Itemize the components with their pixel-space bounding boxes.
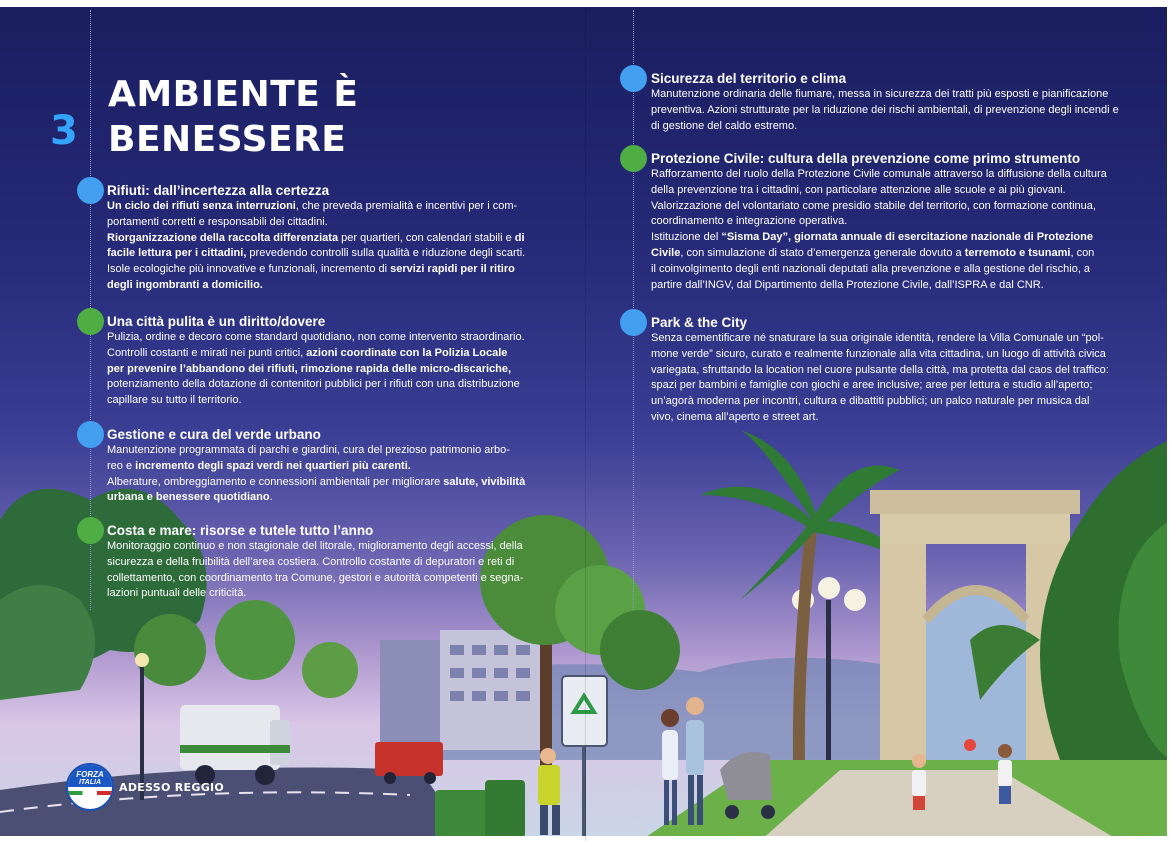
- body-text: per quartieri, con calendari stabili e: [338, 231, 515, 244]
- bold-text: “Sisma Day”, giornata annuale di esercitazione nazionale di Protezione: [721, 231, 1093, 244]
- body-text: reo e: [107, 459, 136, 472]
- section-heading: Costa e mare: risorse e tutele tutto l’anno: [107, 523, 374, 538]
- body-text: , che preveda premialità e incentivi per i com-: [295, 200, 518, 212]
- body-text: mone verde” sicuro, curato e realmente funzionale alla vita cittadina, un luogo di attività civica: [651, 347, 1106, 360]
- body-text: collettamento, con coordinamento tra Comune, gestori e autorità competenti e segna-: [107, 571, 524, 584]
- logo-flag: [68, 791, 112, 795]
- body-text: variegata, sfruttando la location nel cuore pulsante della città, ma protetta dal caos del traffico:: [651, 363, 1109, 376]
- logo-text-1: FORZA: [76, 770, 104, 779]
- body-text: , con simulazione di stato d’emergenza generale dovuto a: [680, 246, 965, 259]
- section-protezione-civile: [651, 150, 1131, 293]
- bold-text: di: [514, 231, 525, 244]
- bold-text: terremoto e tsunami: [964, 246, 1071, 259]
- section-rifiuti: [107, 182, 547, 294]
- section-heading: Una città pulita è un diritto/dovere: [107, 314, 326, 329]
- section-body: [107, 539, 547, 602]
- section-body: [651, 87, 1131, 134]
- page-fold: [585, 7, 586, 841]
- body-text: della prevenzione tra i cittadini, con particolare attenzione alle scuole e ai più giovani.: [651, 183, 1066, 196]
- body-text: potenziamento della dotazione di contenitori pubblici per i rifiuti con una distribuzione: [107, 378, 520, 391]
- bullet-dot-green: [77, 517, 104, 544]
- page-title: [108, 72, 359, 162]
- body-text: coordinamento e integrazione operativa.: [651, 215, 848, 228]
- section-heading: Sicurezza del territorio e clima: [651, 71, 847, 86]
- section-body: [651, 331, 1131, 426]
- body-text: portamenti corretti e responsabili dei cittadini.: [107, 215, 328, 228]
- body-text: Alberature, ombreggiamento e connessioni ambientali per migliorare: [107, 475, 444, 488]
- body-text: un’agorà moderna per incontri, cultura e dibattiti pubblici; un palco naturale per musica dal: [651, 395, 1090, 408]
- body-text: Controlli costanti e mirati nei punti critici,: [107, 346, 307, 359]
- body-text: di gestione del caldo estremo.: [651, 119, 798, 132]
- body-text: Monitoraggio continuo e non stagionale del litorale, miglioramento degli accessi, della: [107, 540, 523, 552]
- body-text: lazioni puntuali delle criticità.: [107, 587, 247, 600]
- section-sicurezza-territorio: [651, 70, 1131, 134]
- body-text: .: [269, 491, 273, 504]
- section-citta-pulita: [107, 313, 547, 409]
- bold-text: per prevenire l’abbandono dei rifiuti, rimozione rapida delle micro-discariche,: [107, 362, 512, 375]
- section-heading: Protezione Civile: cultura della prevenzione come primo strumento: [651, 151, 1081, 166]
- section-body: [651, 167, 1131, 293]
- bullet-dot-blue: [620, 65, 647, 92]
- section-costa-mare: [107, 522, 547, 602]
- body-text: partire dall’INGV, dal Dipartimento della Protezione Civile, dall’ISPRA e dal CNR.: [651, 278, 1044, 291]
- logo-caption: ADESSO REGGIO: [119, 781, 225, 794]
- body-text: spazi per bambini e famiglie con giochi e aree inclusive; aree per lettura e studio all’aperto;: [651, 379, 1093, 392]
- section-heading: Gestione e cura del verde urbano: [107, 427, 321, 442]
- bold-text: salute, vivibilità: [443, 475, 526, 488]
- bullet-dot-blue: [77, 421, 104, 448]
- bold-text: Riorganizzazione della raccolta differenziata: [107, 231, 339, 244]
- forza-italia-logo: [66, 763, 114, 811]
- body-text: sicurezza e della fruibilità dell’area costiera. Controllo costante di depuratori e reti di: [107, 555, 515, 568]
- section-body: [107, 199, 547, 294]
- bullet-dot-blue: [620, 309, 647, 336]
- body-text: Isole ecologiche più innovative e funzionali, incremento di: [107, 263, 391, 276]
- section-number: 3: [50, 108, 78, 154]
- body-text: Manutenzione programmata di parchi e giardini, cura del prezioso patrimonio arbo-: [107, 444, 510, 456]
- top-border: [0, 0, 1170, 7]
- bold-text: urbana e benessere quotidiano: [107, 491, 270, 504]
- body-text: preventiva. Azioni strutturate per la riduzione dei rischi ambientali, di prevenzione degli incendi e: [651, 103, 1119, 116]
- bold-text: azioni coordinate con la Polizia Locale: [306, 346, 508, 359]
- body-text: Valorizzazione del volontariato come presidio stabile del territorio, con formazione continua,: [651, 199, 1096, 212]
- bullet-dot-green: [620, 145, 647, 172]
- section-body: [107, 330, 547, 409]
- bold-text: Un ciclo dei rifiuti senza interruzioni: [107, 200, 296, 212]
- body-text: Manutenzione ordinaria delle fiumare, messa in sicurezza dei tratti più esposti e pianificazione: [651, 88, 1109, 100]
- page-title-line-2: BENESSERE: [108, 119, 347, 160]
- body-text: Istituzione del: [651, 231, 722, 244]
- body-text: , con: [1070, 246, 1095, 259]
- bullet-dot-blue: [77, 177, 104, 204]
- body-text: il coinvolgimento degli enti nazionali deputati alla prevenzione e alla gestione del rischio, a: [651, 262, 1091, 275]
- bold-text: facile lettura per i cittadini,: [107, 247, 247, 260]
- section-heading: Rifiuti: dall’incertezza alla certezza: [107, 183, 330, 198]
- logo-text-2: ITALIA: [78, 779, 102, 786]
- body-text: Senza cementificare né snaturare la sua originale identità, rendere la Villa Comunale un “pol-: [651, 332, 1104, 344]
- bold-text: Civile: [651, 246, 681, 259]
- bold-text: degli ingombranti a domicilio.: [107, 278, 263, 291]
- section-verde-urbano: [107, 426, 547, 506]
- section-park-city: [651, 314, 1131, 426]
- body-text: Pulizia, ordine e decoro come standard quotidiano, non come intervento straordinario.: [107, 331, 525, 343]
- bold-text: servizi rapidi per il ritiro: [390, 263, 515, 276]
- section-body: [107, 443, 547, 506]
- body-text: Rafforzamento del ruolo della Protezione Civile comunale attraverso la diffusione della cultura: [651, 168, 1107, 180]
- body-text: vivo, cinema all’aperto e street art.: [651, 410, 819, 423]
- body-text: capillare su tutto il territorio.: [107, 394, 242, 407]
- body-text: prevedendo controlli sulla qualità e riduzione degli scarti.: [246, 247, 526, 260]
- bold-text: incremento degli spazi verdi nei quartieri più carenti.: [135, 459, 411, 472]
- page-title-line-1: AMBIENTE È: [108, 74, 359, 115]
- section-heading: Park & the City: [651, 315, 748, 330]
- bullet-dot-green: [77, 308, 104, 335]
